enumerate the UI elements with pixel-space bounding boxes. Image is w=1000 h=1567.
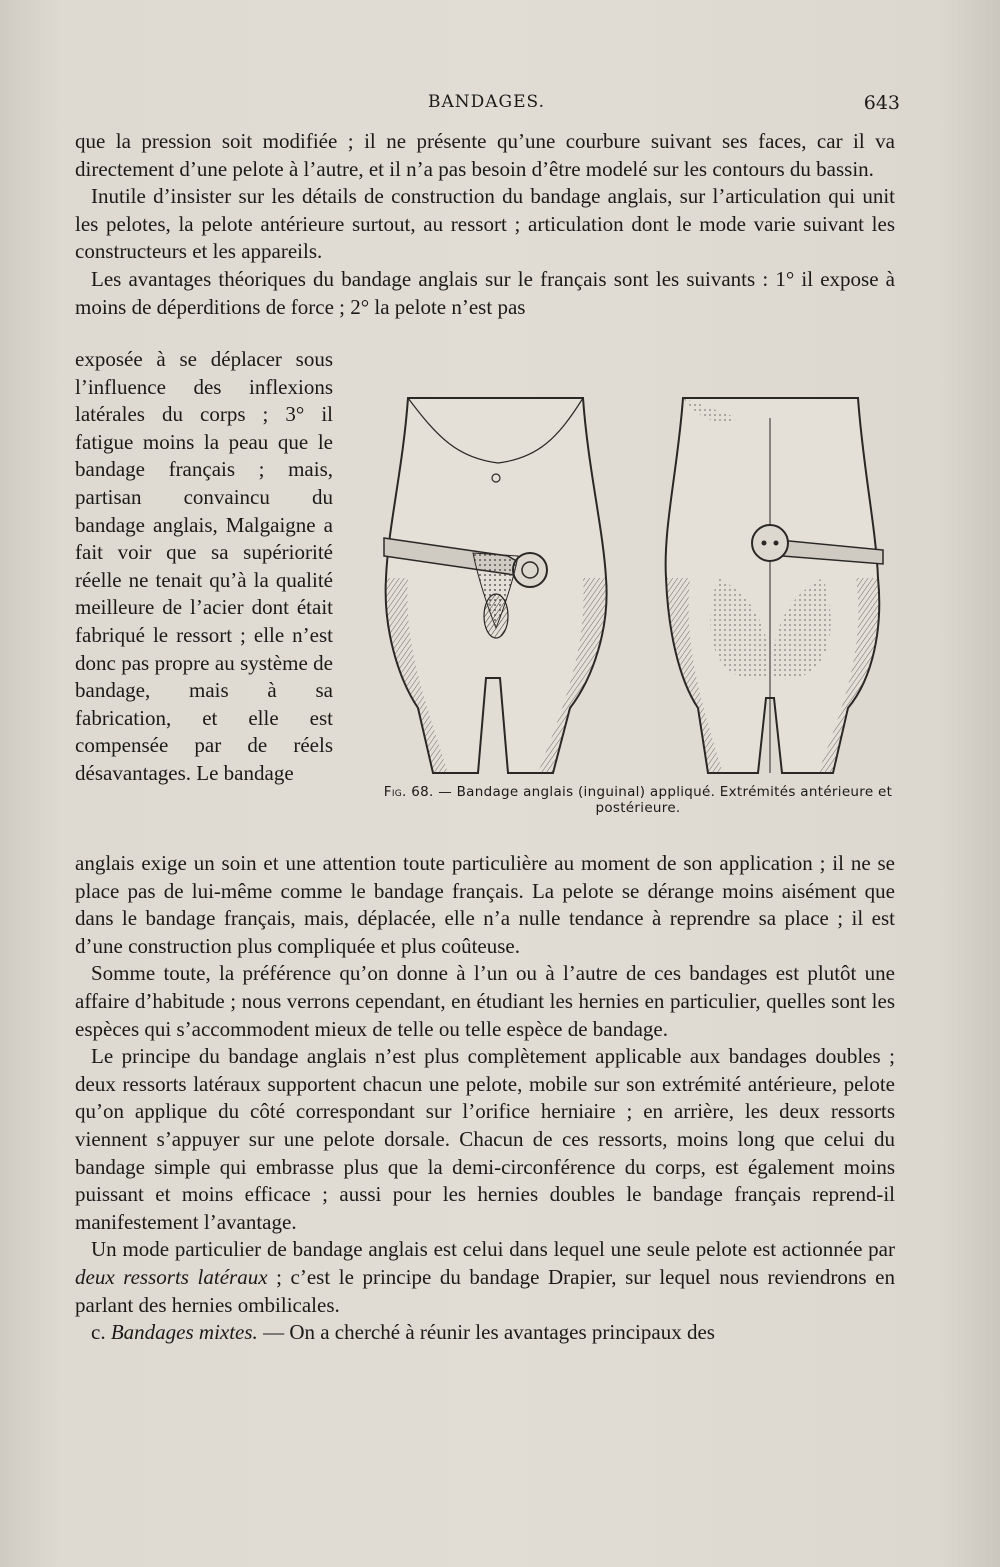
paragraph: Somme toute, la préférence qu’on donne à l’un ou à l’autre de ces bandages est plutôt une affaire d’habitude ; nous verrons cependant, en étudiant les hernies en particulier, quelles sont les espèces qui s’accommodent mieux de telle ou telle espèce de bandage.: [75, 961, 895, 1041]
running-title: BANDAGES.: [428, 92, 545, 112]
text-run: — On a cherché à réunir les avantages principaux des: [257, 1320, 715, 1345]
section-heading: Bandages mixtes.: [110, 1320, 258, 1345]
text-run: ; c’est le principe du bandage Drapier, sur lequel nous reviendrons en parlant des hernies ombilicales.: [75, 1264, 895, 1317]
back-view: [666, 398, 883, 773]
paragraph: [75, 1319, 895, 1347]
paragraph: Inutile d’insister sur les détails de construction du bandage anglais, sur l’articulation qui unit les pelotes, la pelote antérieure surtout, au ressort ; articulation dont le mode varie suivant les constructeurs et les appareils.: [75, 184, 895, 264]
section-marker: c.: [91, 1320, 106, 1345]
paragraph: Les avantages théoriques du bandage anglais sur le français sont les suivants : 1° il expose à moins de déperditions de force ; 2° la pelote n’est pas: [75, 266, 895, 319]
text-block-top: [75, 128, 895, 321]
paragraph: Le principe du bandage anglais n’est plus complètement applicable aux bandages doubles ; deux ressorts latéraux supportent chacun une pelote, mobile sur son extrémité antérieure, pelote qu’on applique du côté correspondant sur l’orifice herniaire ; en arrière, les deux ressorts viennent s’appuyer sur une pelote dorsale. Chacun de ces ressorts, moins long que celui du bandage simple qui embrasse plus que la demi-circonférence du corps, est également moins puissant et moins efficace ; aussi pour les hernies doubles le bandage français reprend-il manifestement l’avantage.: [75, 1044, 895, 1234]
paragraph: anglais exige un soin et une attention toute particulière au moment de son application ; il ne se place pas de lui-même comme le bandage français. La pelote se dérange moins aisément que dans le bandage français, mais, déplacée, elle n’a nulle tendance à reprendre sa place ; il est d’une construction plus compliquée et plus coûteuse.: [75, 851, 895, 958]
page-header: [70, 92, 900, 122]
engraving-illustration: [378, 378, 898, 778]
text-block-bottom: [75, 850, 895, 1347]
text-run: Un mode particulier de bandage anglais est celui dans lequel une seule pelote est actionnée par: [91, 1237, 895, 1262]
front-view: [384, 398, 607, 773]
paragraph: exposée à se déplacer sous l’influence des inflexions latérales du corps ; 3° il fatigue moins la peau que le bandage français ; mais, partisan convaincu du bandage anglais, Malgaigne a fait voir que sa supériorité réelle ne tenait qu’à la qualité meilleure de l’acier dont était fabriqué le ressort ; elle n’est donc pas propre au système de bandage, mais à sa fabrication, et elle est compensée par de réels désavantages. Le bandage: [75, 347, 333, 785]
figure-label: Fig. 68.: [383, 784, 434, 800]
figure-caption: [378, 784, 898, 816]
text-column-beside-figure: [75, 346, 333, 788]
paragraph: que la pression soit modifiée ; il ne présente qu’une courbure suivant ses faces, car il va directement d’une pelote à l’autre, et il n’a pas besoin d’être modelé sur les contours du bassin.: [75, 129, 895, 181]
paragraph: [75, 1236, 895, 1319]
figure-caption-text: — Bandage anglais (inguinal) appliqué. Extrémités antérieure et postérieure.: [438, 784, 893, 816]
figure-engraving: [378, 378, 898, 778]
page-number: 643: [863, 92, 900, 114]
italic-term: deux ressorts latéraux: [75, 1264, 268, 1289]
